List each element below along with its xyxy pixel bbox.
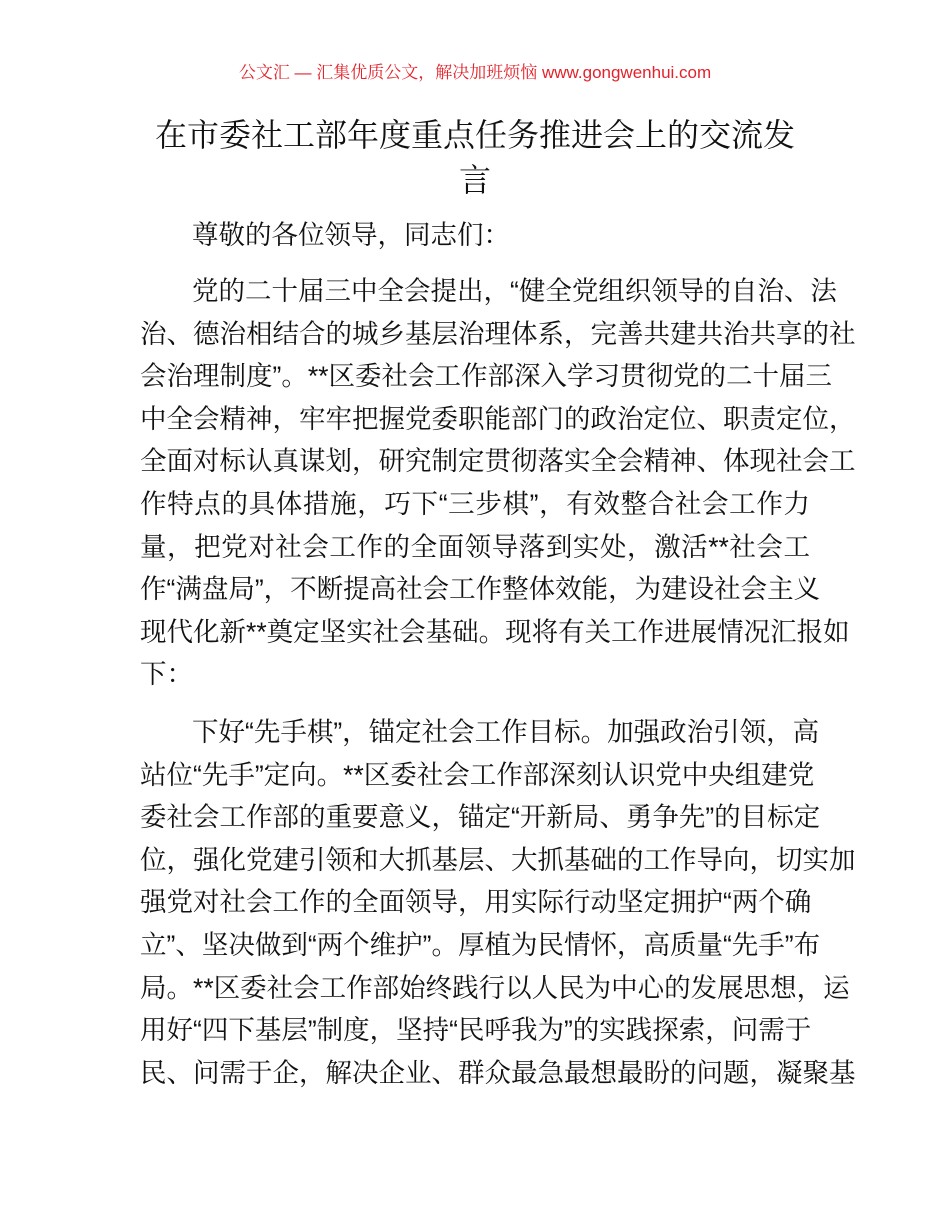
paragraph-line: 下好“先手棋”，锚定社会工作目标。加强政治引领，高: [192, 717, 820, 747]
paragraph-1: [140, 270, 856, 696]
paragraph-line: 民、问需于企，解决企业、群众最急最想最盼的问题，凝聚基: [140, 1057, 856, 1088]
paragraph-line: 全面对标认真谋划，研究制定贯彻落实全会精神、体现社会工: [140, 446, 856, 477]
greeting-text: 尊敬的各位领导，同志们：: [192, 220, 510, 250]
title-line: 言: [458, 162, 491, 198]
title-line: 在市委社工部年度重点任务推进会上的交流发: [154, 117, 795, 153]
paragraph-line: 作特点的具体措施，巧下“三步棋”，有效整合社会工作力: [140, 488, 810, 519]
watermark-header: 公文汇 — 汇集优质公文，解决加班烦恼 www.gongwenhui.com: [238, 63, 712, 82]
paragraph-line: 中全会精神，牢牢把握党委职能部门的政治定位、职责定位，: [140, 403, 856, 434]
paragraph-line: 量，把党对社会工作的全面领导落到实处，激活**社会工: [140, 531, 810, 562]
paragraph-line: 位，强化党建引领和大抓基层、大抓基础的工作导向，切实加: [140, 844, 856, 875]
paragraph-line: 用好“四下基层”制度，坚持“民呼我为”的实践探索，问需于: [140, 1015, 812, 1046]
paragraph-line: 局。**区委社会工作部始终践行以人民为中心的发展思想，运: [140, 972, 850, 1003]
paragraph-line: 站位“先手”定向。**区委社会工作部深刻认识党中央组建党: [140, 759, 815, 790]
document-title: [140, 113, 810, 203]
paragraph-line: 作“满盘局”，不断提高社会工作整体效能，为建设社会主义: [140, 574, 821, 605]
paragraph-line: 委社会工作部的重要意义，锚定“开新局、勇争先”的目标定: [140, 802, 821, 833]
greeting: [140, 214, 810, 257]
paragraph-line: 党的二十届三中全会提出，“健全党组织领导的自治、法: [192, 276, 837, 306]
paragraph-line: 立”、坚决做到“两个维护”。厚植为民情怀，高质量“先手”布: [140, 929, 821, 960]
paragraph-line: 现代化新**奠定坚实社会基础。现将有关工作进展情况汇报如: [140, 616, 850, 647]
paragraph-2: [140, 711, 856, 1094]
paragraph-line: 治、德治相结合的城乡基层治理体系，完善共建共治共享的社: [140, 318, 856, 349]
paragraph-line: 下：: [140, 659, 193, 690]
paragraph-line: 会治理制度”。**区委社会工作部深入学习贯彻党的二十届三: [140, 361, 832, 392]
paragraph-line: 强党对社会工作的全面领导，用实际行动坚定拥护“两个确: [140, 887, 812, 918]
